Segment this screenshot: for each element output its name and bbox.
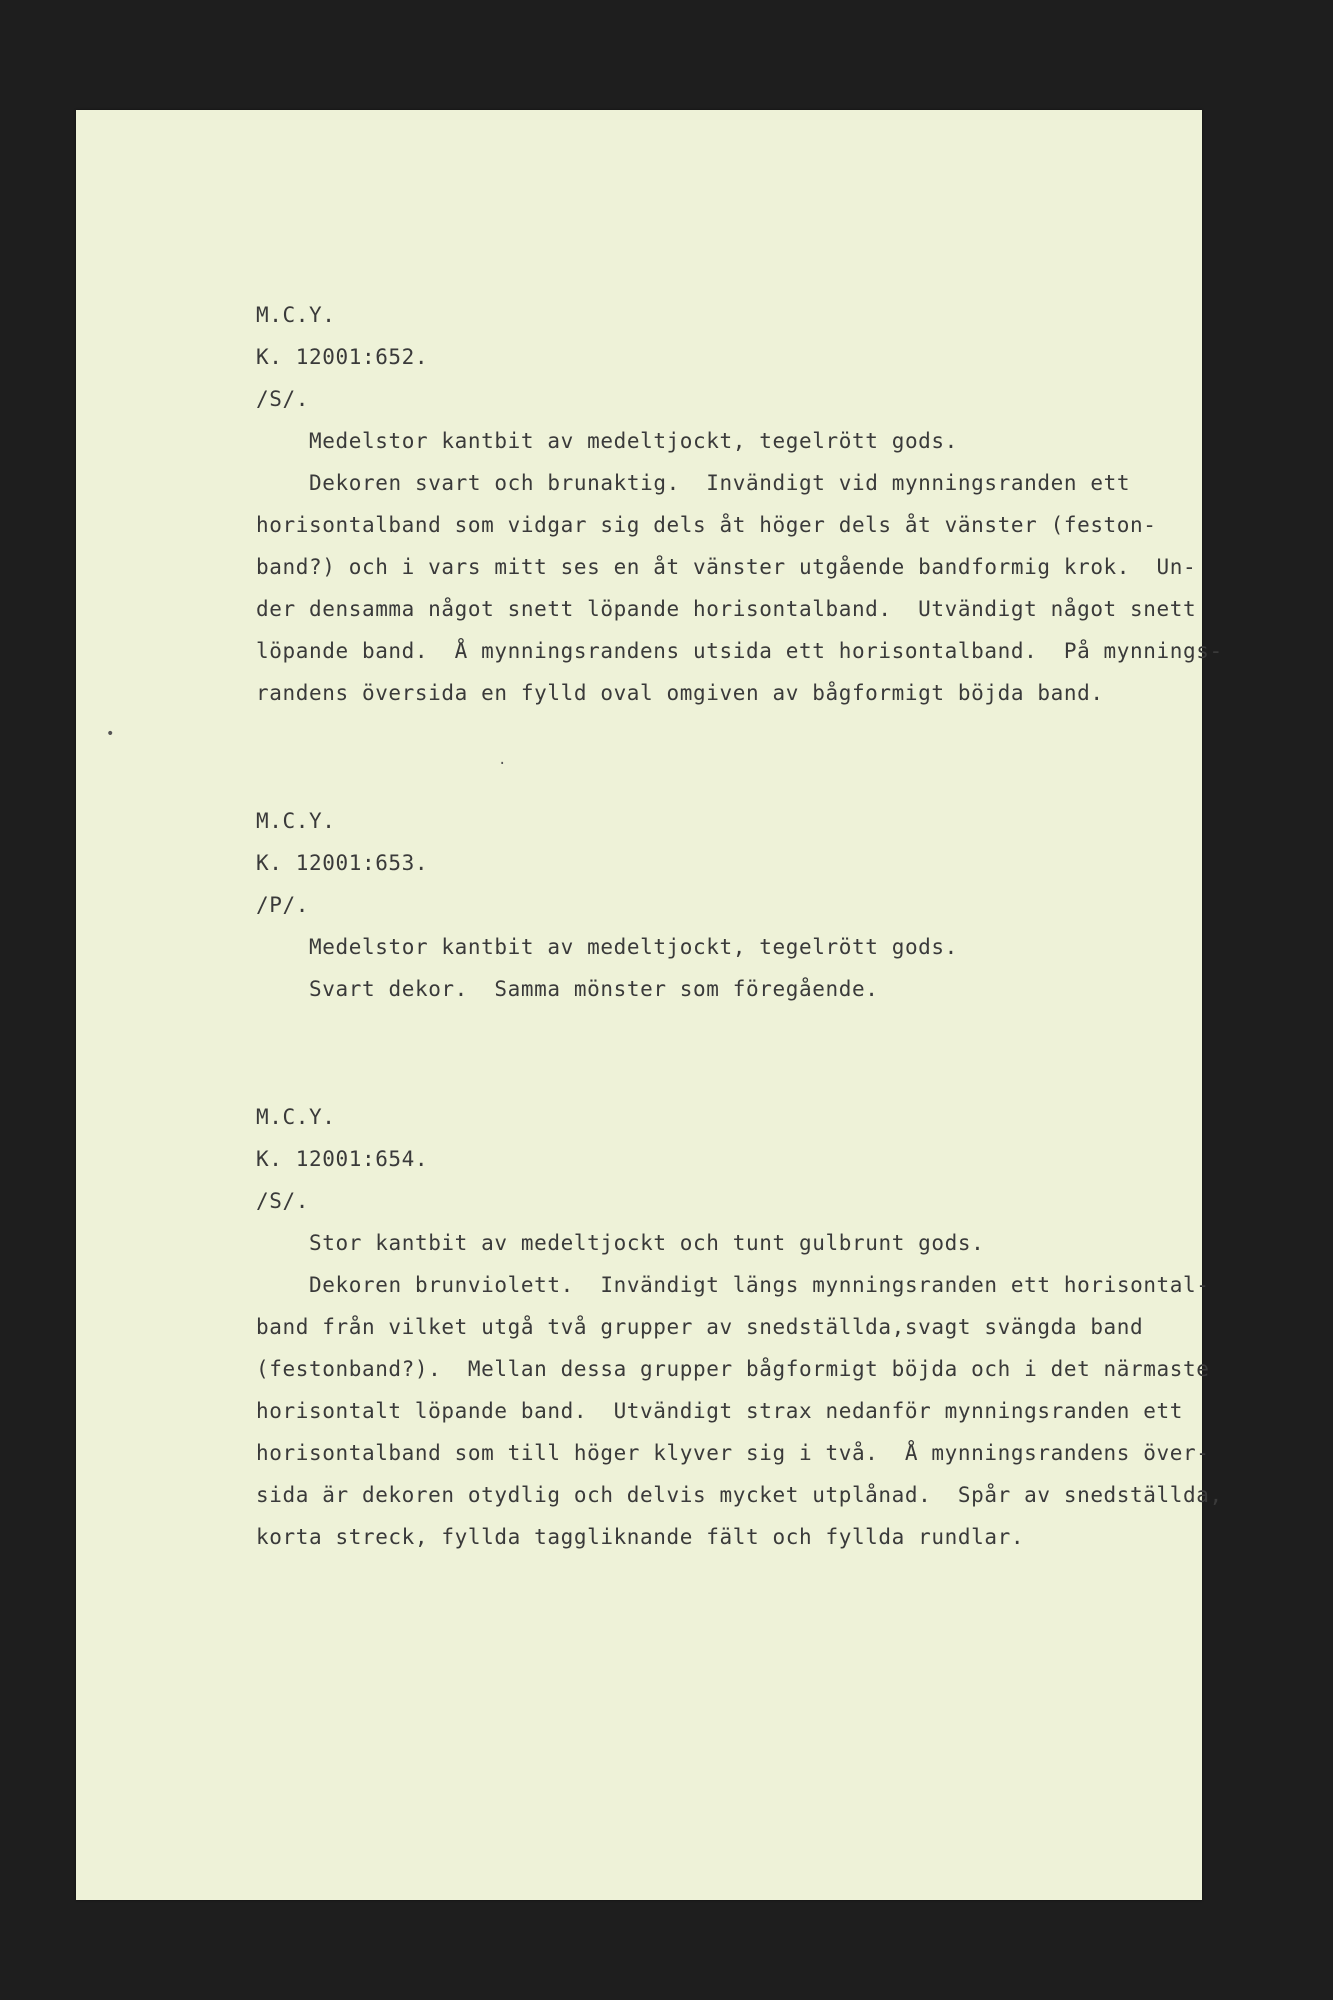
description-line: löpande band. Å mynningsrandens utsida ett horisontalband. På mynnings- (256, 639, 1223, 663)
catalog-number: K. 12001:652. (256, 345, 429, 369)
entry-code: /S/. (256, 1189, 309, 1213)
description-line: horisontalband som till höger klyver sig i två. Å mynningsrandens över- (256, 1441, 1210, 1465)
description-line: horisontalband som vidgar sig dels åt höger dels åt vänster (feston- (256, 513, 1157, 537)
description-line: Stor kantbit av medeltjockt och tunt gulbrunt gods. (309, 1231, 985, 1255)
description-line: Dekoren brunviolett. Invändigt längs mynningsranden ett horisontal- (309, 1273, 1210, 1297)
description-line: sida är dekoren otydlig och delvis mycket utplånad. Spår av snedställda, (256, 1483, 1223, 1507)
description-line: randens översida en fylld oval omgiven av bågformigt böjda band. (256, 681, 1104, 705)
entry-header: M.C.Y. (256, 1105, 336, 1129)
catalog-number: K. 12001:653. (256, 851, 429, 875)
description-line: Medelstor kantbit av medeltjockt, tegelrött gods. (309, 429, 958, 453)
entry-header: M.C.Y. (256, 303, 336, 327)
description-line: (festonband?). Mellan dessa grupper bågformigt böjda och i det närmaste (256, 1357, 1210, 1381)
description-line: band från vilket utgå två grupper av snedställda,svagt svängda band (256, 1315, 1144, 1339)
stray-mark: • (106, 726, 115, 742)
description-line: Dekoren svart och brunaktig. Invändigt vid mynningsranden ett (309, 471, 1131, 495)
description-line: der densamma något snett löpande horisontalband. Utvändigt något snett (256, 597, 1197, 621)
entry-header: M.C.Y. (256, 809, 336, 833)
entry-code: /S/. (256, 387, 309, 411)
catalog-entry (256, 1096, 1276, 1558)
catalog-entry (256, 294, 1276, 714)
description-line: Medelstor kantbit av medeltjockt, tegelrött gods. (309, 935, 958, 959)
document-page (76, 110, 1223, 1900)
catalog-entry (256, 800, 1276, 1010)
description-line: Svart dekor. Samma mönster som föregående. (309, 977, 879, 1001)
entry-code: /P/. (256, 893, 309, 917)
description-line: korta streck, fyllda taggliknande fält och fyllda rundlar. (256, 1525, 1025, 1549)
description-line: horisontalt löpande band. Utvändigt strax nedanför mynningsranden ett (256, 1399, 1184, 1423)
catalog-number: K. 12001:654. (256, 1147, 429, 1171)
description-line: band?) och i vars mitt ses en åt vänster utgående bandformig krok. Un- (256, 555, 1197, 579)
stray-mark: · (498, 756, 507, 772)
